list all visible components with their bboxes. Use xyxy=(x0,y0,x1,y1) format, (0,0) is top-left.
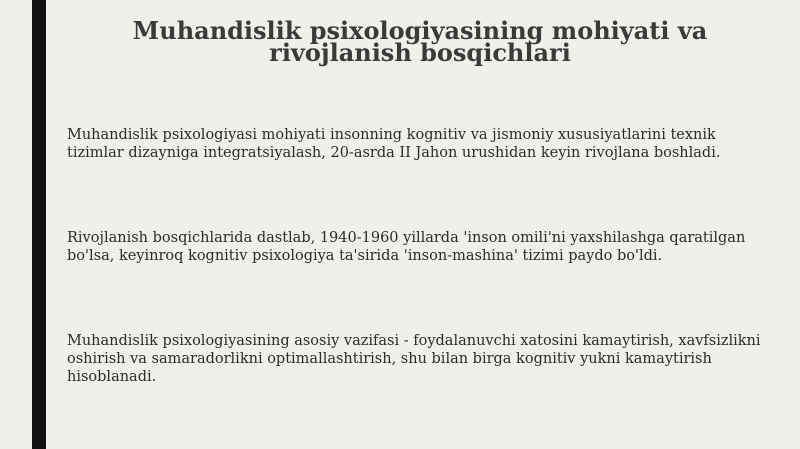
slide-title: Muhandislik psixologiyasining mohiyati va rivojlanish bosqichlari xyxy=(132,16,708,67)
paragraph-main-task: Muhandislik psixologiyasining asosiy vazifasi - foydalanuvchi xatosini kamaytirish, xavfsizlikni oshirish va samaradorlikni optimallashtirish, shu bilan birga kognitiv yukni kamaytirish hisoblanadi. xyxy=(67,333,761,385)
left-accent-bar xyxy=(32,0,46,449)
paragraph-essence: Muhandislik psixologiyasi mohiyati insonning kognitiv va jismoniy xususiyatlarini texnik tizimlar dizayniga integratsiyalash, 20-asrda II Jahon urushidan keyin rivojlana boshladi. xyxy=(67,127,721,161)
paragraph-development-stages: Rivojlanish bosqichlarida dastlab, 1940-1960 yillarda 'inson omili'ni yaxshilashga qaratilgan bo'lsa, keyinroq kognitiv psixologiya ta'sirida 'inson-mashina' tizimi paydo bo'ldi. xyxy=(67,230,746,264)
